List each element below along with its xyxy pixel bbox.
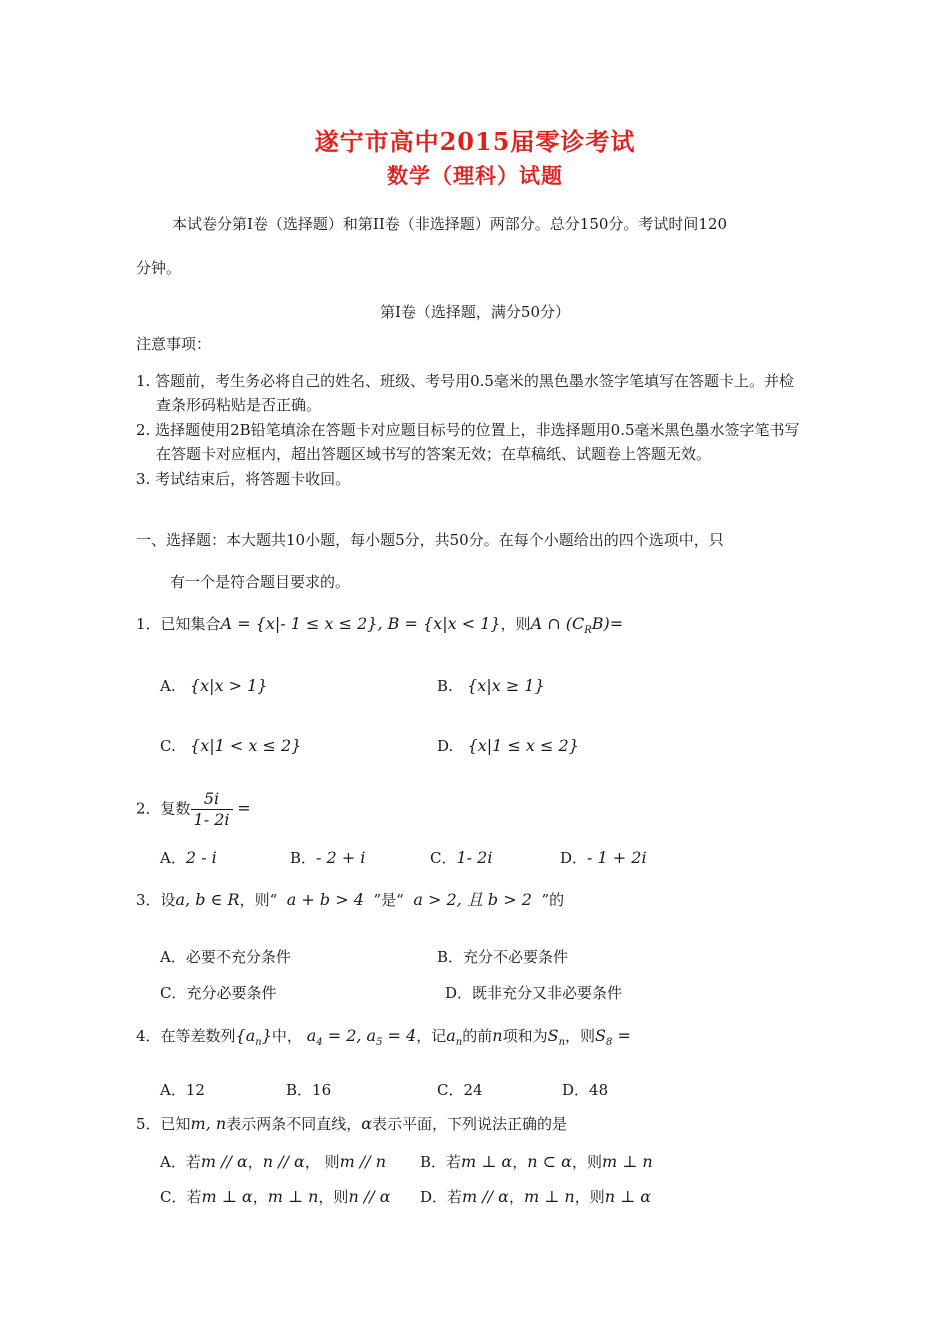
option-cond-1: m ⊥ α: [201, 1187, 253, 1206]
q5-option-a: A．若m // α，n // α， 则m // n: [160, 1152, 387, 1171]
option-label: B．若: [420, 1153, 462, 1171]
option-text: 充分必要条件: [186, 984, 277, 1002]
q4-option-a: [160, 1080, 205, 1100]
option-expr: 1- 2i: [456, 848, 493, 867]
option-cond-2: m ⊥ n: [267, 1187, 319, 1206]
option-label: C．: [160, 984, 187, 1002]
q3-label: 3．设: [136, 891, 176, 909]
q3-expr-2: a + b > 4: [286, 890, 364, 909]
q4-cond-sub-2: 5: [376, 1037, 383, 1048]
note-2-line-2: 在答题卡对应框内，超出答题区域书写的答案无效；在草稿纸、试题卷上答题无效。: [156, 445, 712, 463]
q1-tail-sub: R: [584, 625, 592, 636]
q5-label: 5．已知: [136, 1115, 191, 1133]
q4-cond: a: [306, 1026, 317, 1045]
q1-tail-pre: ，则: [500, 615, 531, 633]
q4-seq-end: }: [261, 1026, 272, 1045]
option-then: 则: [333, 1188, 349, 1206]
exam-subtitle: 数学（理科）试题: [387, 163, 563, 188]
option-label: B．: [286, 1081, 313, 1099]
q4-s8: S: [595, 1026, 606, 1045]
q2-numerator: 5i: [191, 789, 233, 810]
q5-option-d: D．若m // α，m ⊥ n，则n ⊥ α: [420, 1187, 652, 1206]
option-value: 24: [463, 1081, 483, 1099]
note-1-line-1: 1. 答题前，考生务必将自己的姓名、班级、考号用0.5毫米的黑色墨水签字笔填写在答题卡上。并检: [136, 372, 794, 390]
q3-expr-1: a, b ∈ R: [175, 890, 240, 909]
q2-option-c: [430, 848, 492, 868]
q3-text-3: ”的: [541, 891, 565, 909]
note-3: 3. 考试结束后，将答题卡收回。: [136, 470, 351, 488]
note-2-line-1: 2. 选择题使用2B铅笔填涂在答题卡对应题目标号的位置上，非选择题用0.5毫米黑色墨水签字笔书写: [136, 421, 800, 439]
q1-tail-expr: A ∩ (C: [530, 614, 585, 633]
option-label: C．: [430, 849, 457, 867]
q1-tail-end: B)=: [591, 614, 624, 633]
q4-sn: S: [547, 1026, 559, 1045]
q3-option-b: [437, 947, 568, 967]
option-label: D．: [445, 984, 473, 1002]
option-text: 既非充分又非必要条件: [472, 984, 623, 1002]
q2-option-d: [560, 848, 647, 868]
option-then: 则: [589, 1188, 605, 1206]
q4-an: a: [446, 1026, 456, 1045]
option-label: D.: [437, 737, 454, 755]
q2-equals: =: [237, 798, 251, 818]
intro-line-1: 本试卷分第Ⅰ卷（选择题）和第II卷（非选择题）两部分。总分150分。考试时间120: [172, 215, 728, 233]
option-label: C.: [160, 737, 176, 755]
option-text: 必要不充分条件: [185, 948, 291, 966]
option-value: 16: [312, 1081, 332, 1099]
q4-cond-end: = 4: [382, 1026, 417, 1045]
option-then: 则: [586, 1153, 602, 1171]
q4-option-c: [437, 1080, 483, 1100]
option-cond-1: m // α: [462, 1187, 509, 1206]
q1-option-a: [160, 676, 267, 696]
option-cond-1: m // α: [200, 1152, 248, 1171]
option-text: 充分不必要条件: [463, 948, 569, 966]
option-value: 12: [185, 1081, 205, 1099]
exam-title: 遂宁市高中2015届零诊考试: [314, 127, 636, 156]
option-label: C．: [437, 1081, 464, 1099]
q3-text-2: ”是“: [373, 891, 404, 909]
q4-s8-sub: 8: [606, 1037, 613, 1048]
q5-text-1: 表示两条不同直线，: [226, 1115, 362, 1133]
section1-line-2: 有一个是符合题目要求的。: [170, 573, 351, 591]
q3-option-a: [160, 947, 291, 967]
q4-text-1: 中，: [271, 1027, 302, 1045]
q5-option-b: B．若m ⊥ α，n ⊂ α，则m ⊥ n: [420, 1152, 653, 1171]
option-label: B.: [437, 677, 453, 695]
q3-expr-3: a > 2, 且 b > 2: [413, 890, 532, 909]
q3-text-1: ，则“: [239, 891, 278, 909]
q5-mn: m, n: [190, 1114, 227, 1133]
option-label: A．若: [160, 1153, 201, 1171]
q4-option-b: [286, 1080, 331, 1100]
q4-stem: [136, 1026, 631, 1053]
option-cond-1: m ⊥ α: [461, 1152, 513, 1171]
option-label: B．: [290, 849, 317, 867]
option-label: D．: [562, 1081, 590, 1099]
q1-option-c: [160, 736, 301, 756]
q2-option-a: [160, 848, 217, 868]
q1-set-b: , B = {x|x < 1}: [377, 614, 501, 633]
q4-text-5: ，则: [565, 1027, 596, 1045]
q4-seq: {a: [235, 1026, 256, 1045]
option-result: n // α: [348, 1187, 391, 1206]
q5-alpha: α: [361, 1114, 373, 1133]
notes-heading: 注意事项：: [136, 335, 212, 353]
q4-cond-mid: = 2, a: [322, 1026, 377, 1045]
note-1-line-2: 查条形码粘贴是否正确。: [156, 396, 322, 414]
q2-denominator: 1- 2i: [193, 810, 230, 829]
option-label: A．: [160, 1081, 186, 1099]
option-label: A.: [160, 677, 176, 695]
q4-an-sub: n: [455, 1037, 463, 1048]
option-cond-2: m ⊥ n: [523, 1187, 575, 1206]
q2-label: 2．复数: [136, 799, 191, 818]
option-label: D．: [560, 849, 588, 867]
q1-label: 1．已知集合: [136, 615, 221, 633]
intro-line-2: 分钟。: [136, 259, 182, 277]
q3-stem: [136, 890, 564, 910]
option-expr: {x|x > 1}: [189, 676, 268, 695]
q1-stem: [136, 614, 623, 641]
q4-text-4: 项和为: [502, 1027, 548, 1045]
option-cond-2: n ⊂ α: [527, 1152, 572, 1171]
q4-seq-sub: n: [255, 1037, 262, 1048]
q4-option-d: [562, 1080, 608, 1100]
q4-label: 4．在等差数列: [136, 1027, 236, 1045]
q4-sn-sub: n: [558, 1037, 566, 1048]
q1-option-b: [437, 676, 545, 696]
q3-option-c: [160, 983, 277, 1003]
q1-option-d: [437, 736, 579, 756]
option-label: B．: [437, 948, 464, 966]
q1-set-a: A = {x|- 1 ≤ x ≤ 2}: [220, 614, 378, 633]
option-expr: {x|1 < x ≤ 2}: [190, 736, 302, 755]
q5-stem: [136, 1114, 567, 1134]
option-result: m ⊥ n: [601, 1152, 653, 1171]
option-expr: {x|x ≥ 1}: [467, 676, 545, 695]
q2-fraction: [191, 789, 233, 830]
q4-text-2: ，记: [416, 1027, 447, 1045]
q2-option-b: [290, 848, 365, 868]
option-label: D．若: [420, 1188, 463, 1206]
q4-n: n: [492, 1026, 503, 1045]
option-label: C．若: [160, 1188, 202, 1206]
option-label: A．: [160, 849, 186, 867]
option-result: n ⊥ α: [604, 1187, 652, 1206]
option-cond-2: n // α: [262, 1152, 305, 1171]
option-expr: 2 - i: [185, 848, 217, 867]
option-expr: {x|1 ≤ x ≤ 2}: [467, 736, 579, 755]
option-value: 48: [589, 1081, 609, 1099]
q2-stem: [136, 789, 251, 830]
q5-option-c: C．若m ⊥ α，m ⊥ n，则n // α: [160, 1187, 391, 1206]
option-result: m // n: [339, 1152, 387, 1171]
option-expr: - 1 + 2i: [587, 848, 647, 867]
option-label: A．: [160, 948, 186, 966]
q3-option-d: [445, 983, 622, 1003]
section1-line-1: 一、选择题：本大题共10小题，每小题5分，共50分。在每个小题给出的四个选项中，只: [136, 531, 724, 549]
q4-cond-sub-1: 4: [316, 1037, 323, 1048]
q4-s8-end: =: [612, 1026, 631, 1045]
part1-title: 第Ⅰ卷（选择题，满分50分）: [379, 303, 570, 321]
q4-text-3: 的前: [462, 1027, 493, 1045]
option-then: 则: [324, 1153, 340, 1171]
q5-text-2: 表示平面，下列说法正确的是: [372, 1115, 568, 1133]
option-expr: - 2 + i: [316, 848, 366, 867]
